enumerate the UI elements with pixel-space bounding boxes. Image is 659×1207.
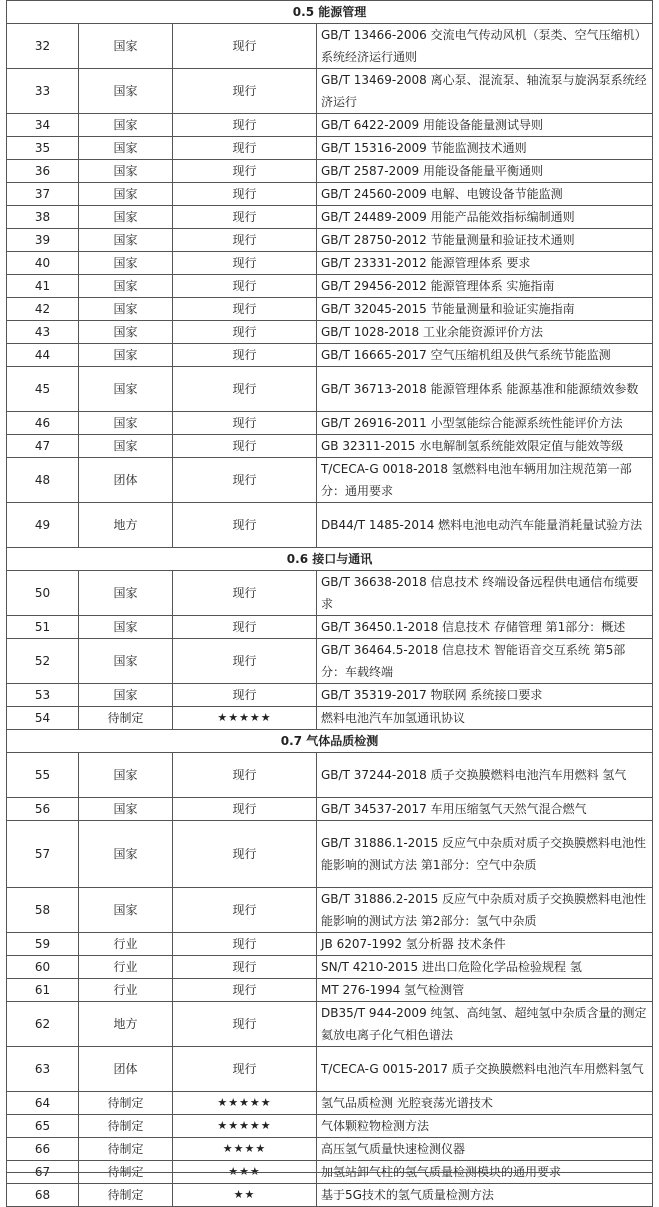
row-status: 现行 [173, 684, 317, 707]
row-standard: GB/T 24489-2009 用能产品能效指标编制通则 [317, 206, 653, 229]
row-standard: GB/T 28750-2012 节能量测量和验证技术通则 [317, 229, 653, 252]
row-status: ★★★★★ [173, 707, 317, 730]
row-standard: DB35/T 944-2009 纯氢、高纯氢、超纯氢中杂质含量的测定 氦放电离子化气相色谱法 [317, 1002, 653, 1047]
row-standard: T/CECA-G 0015-2017 质子交换膜燃料电池汽车用燃料氢气 [317, 1047, 653, 1092]
table-row [7, 707, 653, 730]
row-level: 团体 [79, 458, 173, 503]
row-standard: GB/T 36450.1-2018 信息技术 存储管理 第1部分：概述 [317, 616, 653, 639]
table-row [7, 229, 653, 252]
row-level: 地方 [79, 1002, 173, 1047]
row-standard: GB/T 23331-2012 能源管理体系 要求 [317, 252, 653, 275]
row-status: 现行 [173, 252, 317, 275]
row-status: 现行 [173, 616, 317, 639]
row-status: 现行 [173, 160, 317, 183]
table-row [7, 298, 653, 321]
row-level: 国家 [79, 367, 173, 412]
table-row [7, 206, 653, 229]
row-level: 待制定 [79, 1161, 173, 1184]
row-status: ★★ [173, 1184, 317, 1207]
row-level: 国家 [79, 114, 173, 137]
row-status: 现行 [173, 137, 317, 160]
table-row [7, 933, 653, 956]
row-number: 53 [7, 684, 79, 707]
row-standard: GB/T 26916-2011 小型氢能综合能源系统性能评价方法 [317, 412, 653, 435]
row-number: 41 [7, 275, 79, 298]
row-level: 待制定 [79, 1184, 173, 1207]
row-status: 现行 [173, 933, 317, 956]
row-number: 64 [7, 1092, 79, 1115]
row-standard: 基于5G技术的氢气质量检测方法 [317, 1184, 653, 1207]
row-number: 32 [7, 24, 79, 69]
row-level: 国家 [79, 616, 173, 639]
row-number: 38 [7, 206, 79, 229]
row-status: 现行 [173, 412, 317, 435]
row-number: 45 [7, 367, 79, 412]
row-standard: GB/T 32045-2015 节能量测量和验证实施指南 [317, 298, 653, 321]
row-level: 国家 [79, 252, 173, 275]
row-number: 47 [7, 435, 79, 458]
table-row [7, 183, 653, 206]
row-level: 国家 [79, 753, 173, 798]
table-row [7, 616, 653, 639]
section-header-row [7, 548, 653, 571]
row-status: 现行 [173, 24, 317, 69]
row-standard: GB/T 36713-2018 能源管理体系 能源基准和能源绩效参数 [317, 367, 653, 412]
section-title: 0.5 能源管理 [7, 1, 653, 24]
row-status: 现行 [173, 979, 317, 1002]
row-level: 国家 [79, 298, 173, 321]
row-standard: GB/T 31886.2-2015 反应气中杂质对质子交换膜燃料电池性能影响的测试方法 第2部分：氢气中杂质 [317, 888, 653, 933]
row-status: 现行 [173, 956, 317, 979]
row-number: 37 [7, 183, 79, 206]
row-status: 现行 [173, 435, 317, 458]
row-number: 63 [7, 1047, 79, 1092]
row-number: 65 [7, 1115, 79, 1138]
table-row [7, 321, 653, 344]
row-standard: 高压氢气质量快速检测仪器 [317, 1138, 653, 1161]
row-number: 60 [7, 956, 79, 979]
row-number: 35 [7, 137, 79, 160]
section-header-row [7, 1, 653, 24]
row-standard: GB/T 6422-2009 用能设备能量测试导则 [317, 114, 653, 137]
row-level: 团体 [79, 1047, 173, 1092]
table-row [7, 979, 653, 1002]
row-status: 现行 [173, 344, 317, 367]
row-number: 54 [7, 707, 79, 730]
row-number: 39 [7, 229, 79, 252]
row-number: 34 [7, 114, 79, 137]
row-status: 现行 [173, 1047, 317, 1092]
row-number: 67 [7, 1161, 79, 1184]
row-status: 现行 [173, 321, 317, 344]
row-standard: GB/T 29456-2012 能源管理体系 实施指南 [317, 275, 653, 298]
row-level: 国家 [79, 69, 173, 114]
table-row [7, 1138, 653, 1161]
row-standard: T/CECA-G 0018-2018 氢燃料电池车辆用加注规范第一部分：通用要求 [317, 458, 653, 503]
row-standard: GB/T 37244-2018 质子交换膜燃料电池汽车用燃料 氢气 [317, 753, 653, 798]
row-number: 40 [7, 252, 79, 275]
row-number: 33 [7, 69, 79, 114]
row-standard: GB/T 34537-2017 车用压缩氢气天然气混合燃气 [317, 798, 653, 821]
row-standard: GB/T 35319-2017 物联网 系统接口要求 [317, 684, 653, 707]
table-row [7, 435, 653, 458]
table-row [7, 344, 653, 367]
row-status: 现行 [173, 1002, 317, 1047]
row-level: 国家 [79, 183, 173, 206]
row-standard: GB/T 13466-2006 交流电气传动风机（泵类、空气压缩机）系统经济运行通则 [317, 24, 653, 69]
table-row [7, 956, 653, 979]
row-level: 国家 [79, 571, 173, 616]
table-row [7, 639, 653, 684]
row-status: 现行 [173, 206, 317, 229]
table-row [7, 1092, 653, 1115]
row-number: 59 [7, 933, 79, 956]
row-level: 行业 [79, 979, 173, 1002]
row-level: 待制定 [79, 1115, 173, 1138]
row-standard: GB/T 36638-2018 信息技术 终端设备远程供电通信布缆要求 [317, 571, 653, 616]
table-row [7, 503, 653, 548]
row-status: 现行 [173, 114, 317, 137]
row-number: 55 [7, 753, 79, 798]
table-row [7, 367, 653, 412]
row-number: 68 [7, 1184, 79, 1207]
table-row [7, 753, 653, 798]
row-status: 现行 [173, 503, 317, 548]
row-number: 66 [7, 1138, 79, 1161]
row-level: 行业 [79, 956, 173, 979]
section-title: 0.7 气体品质检测 [7, 730, 653, 753]
row-standard: JB 6207-1992 氢分析器 技术条件 [317, 933, 653, 956]
row-level: 国家 [79, 321, 173, 344]
row-status: 现行 [173, 888, 317, 933]
row-status: 现行 [173, 275, 317, 298]
row-number: 43 [7, 321, 79, 344]
table-row [7, 1047, 653, 1092]
row-number: 50 [7, 571, 79, 616]
standards-table-body [7, 1, 653, 1207]
row-level: 国家 [79, 684, 173, 707]
row-level: 待制定 [79, 1092, 173, 1115]
row-level: 国家 [79, 798, 173, 821]
table-row [7, 821, 653, 888]
row-level: 国家 [79, 24, 173, 69]
row-standard: GB/T 13469-2008 离心泵、混流泵、轴流泵与旋涡泵系统经济运行 [317, 69, 653, 114]
table-row [7, 412, 653, 435]
table-row [7, 571, 653, 616]
row-standard: 氢气品质检测 光腔衰荡光谱技术 [317, 1092, 653, 1115]
row-status: ★★★★★ [173, 1115, 317, 1138]
table-row [7, 137, 653, 160]
row-level: 行业 [79, 933, 173, 956]
row-standard: 加氢站卸气柱的氢气质量检测模块的通用要求 [317, 1161, 653, 1184]
row-number: 56 [7, 798, 79, 821]
row-level: 国家 [79, 344, 173, 367]
row-level: 国家 [79, 435, 173, 458]
row-number: 51 [7, 616, 79, 639]
row-standard: GB/T 24560-2009 电解、电镀设备节能监测 [317, 183, 653, 206]
row-status: 现行 [173, 69, 317, 114]
row-standard: GB/T 16665-2017 空气压缩机组及供气系统节能监测 [317, 344, 653, 367]
table-row [7, 888, 653, 933]
table-row [7, 1184, 653, 1207]
table-row [7, 114, 653, 137]
standards-table-page [6, 0, 652, 1207]
row-standard: SN/T 4210-2015 进出口危险化学品检验规程 氢 [317, 956, 653, 979]
table-row [7, 458, 653, 503]
row-status: ★★★★ [173, 1138, 317, 1161]
row-level: 待制定 [79, 707, 173, 730]
row-status: ★★★★★ [173, 1092, 317, 1115]
row-standard: 燃料电池汽车加氢通讯协议 [317, 707, 653, 730]
row-standard: GB/T 36464.5-2018 信息技术 智能语音交互系统 第5部分：车载终端 [317, 639, 653, 684]
table-row [7, 1002, 653, 1047]
row-status: 现行 [173, 798, 317, 821]
row-number: 44 [7, 344, 79, 367]
row-status: ★★★ [173, 1161, 317, 1184]
row-level: 国家 [79, 160, 173, 183]
row-number: 57 [7, 821, 79, 888]
table-row [7, 252, 653, 275]
row-number: 52 [7, 639, 79, 684]
row-status: 现行 [173, 183, 317, 206]
row-level: 国家 [79, 412, 173, 435]
row-level: 国家 [79, 137, 173, 160]
row-status: 现行 [173, 821, 317, 888]
row-status: 现行 [173, 571, 317, 616]
row-level: 国家 [79, 275, 173, 298]
row-level: 国家 [79, 229, 173, 252]
row-number: 48 [7, 458, 79, 503]
row-standard: GB/T 2587-2009 用能设备能量平衡通则 [317, 160, 653, 183]
row-level: 待制定 [79, 1138, 173, 1161]
row-standard: GB/T 31886.1-2015 反应气中杂质对质子交换膜燃料电池性能影响的测试方法 第1部分：空气中杂质 [317, 821, 653, 888]
row-level: 地方 [79, 503, 173, 548]
row-number: 36 [7, 160, 79, 183]
row-status: 现行 [173, 298, 317, 321]
row-number: 46 [7, 412, 79, 435]
table-row [7, 275, 653, 298]
row-level: 国家 [79, 639, 173, 684]
section-title: 0.6 接口与通讯 [7, 548, 653, 571]
table-row [7, 69, 653, 114]
row-standard: GB 32311-2015 水电解制氢系统能效限定值与能效等级 [317, 435, 653, 458]
table-row [7, 24, 653, 69]
row-status: 现行 [173, 367, 317, 412]
row-standard: DB44/T 1485-2014 燃料电池电动汽车能量消耗量试验方法 [317, 503, 653, 548]
row-number: 42 [7, 298, 79, 321]
row-number: 49 [7, 503, 79, 548]
row-number: 61 [7, 979, 79, 1002]
standards-table [6, 0, 653, 1207]
row-level: 国家 [79, 206, 173, 229]
row-level: 国家 [79, 888, 173, 933]
row-standard: 气体颗粒物检测方法 [317, 1115, 653, 1138]
row-standard: GB/T 1028-2018 工业余能资源评价方法 [317, 321, 653, 344]
row-number: 62 [7, 1002, 79, 1047]
row-status: 现行 [173, 753, 317, 798]
table-row [7, 160, 653, 183]
table-row [7, 798, 653, 821]
section-header-row [7, 730, 653, 753]
row-number: 58 [7, 888, 79, 933]
table-row [7, 684, 653, 707]
row-status: 现行 [173, 229, 317, 252]
row-standard: GB/T 15316-2009 节能监测技术通则 [317, 137, 653, 160]
row-level: 国家 [79, 821, 173, 888]
row-standard: MT 276-1994 氢气检测管 [317, 979, 653, 1002]
row-status: 现行 [173, 458, 317, 503]
row-status: 现行 [173, 639, 317, 684]
table-row [7, 1115, 653, 1138]
